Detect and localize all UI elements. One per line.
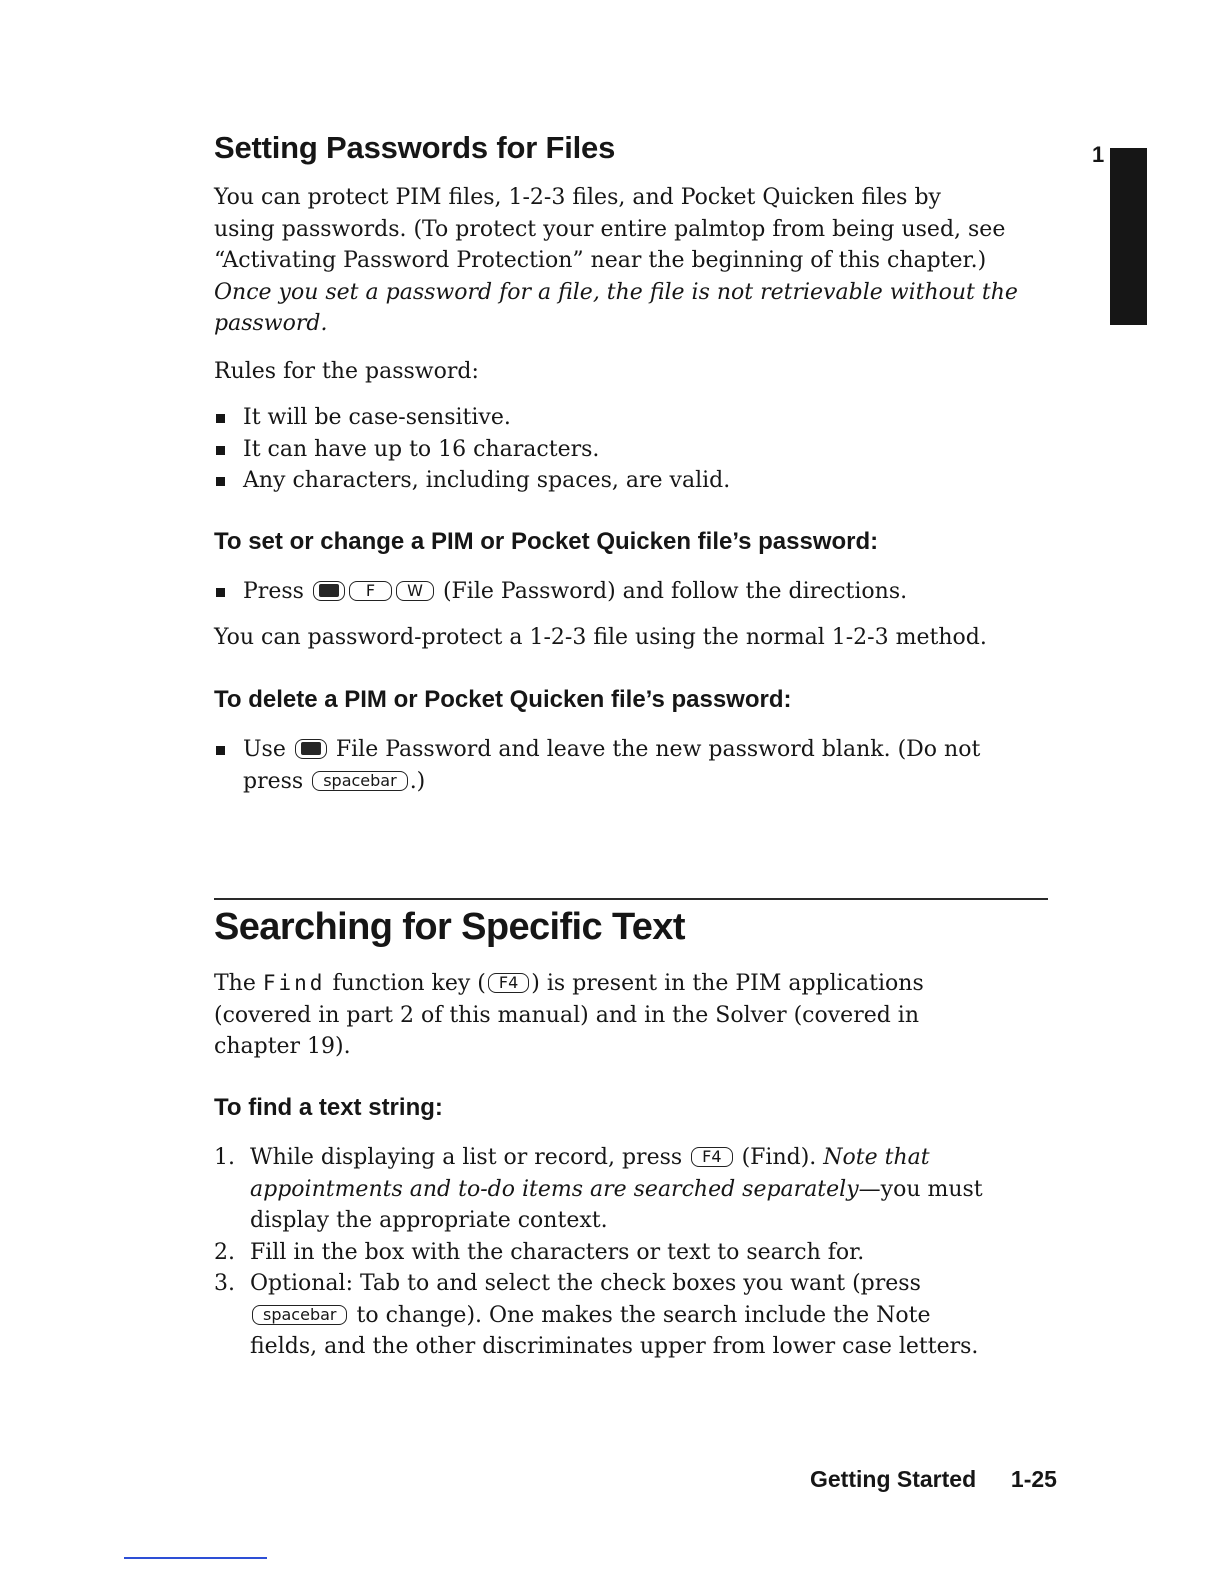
list-item: Any characters, including spaces, are valid.: [214, 465, 1074, 497]
list-item: It will be case-sensitive.: [214, 402, 1074, 434]
scan-edge-line: [124, 1557, 267, 1559]
set-password-heading: To set or change a PIM or Pocket Quicken file’s password:: [214, 528, 879, 555]
find-steps-list: [214, 1142, 1074, 1363]
section-divider: [214, 898, 1048, 900]
delete-password-step: Use File Password and leave the new password blank. (Do not press spacebar .): [214, 734, 1074, 797]
intro-line: “Activating Password Protection” near the beginning of this chapter.): [214, 248, 987, 273]
page-footer: [810, 1466, 1057, 1493]
delete-password-heading: To delete a PIM or Pocket Quicken file’s password:: [214, 686, 792, 713]
passwords-intro: [214, 182, 1074, 340]
bullet-icon: [216, 746, 225, 755]
section-heading-search: Searching for Specific Text: [214, 906, 685, 948]
section-heading-passwords: Setting Passwords for Files: [214, 130, 616, 165]
find-text-heading: To find a text string:: [214, 1094, 443, 1121]
find-label: Find: [262, 971, 326, 995]
bullet-icon: [216, 588, 225, 597]
bullet-icon: [216, 446, 225, 455]
page-number: 1-25: [1010, 1466, 1057, 1492]
footer-title: Getting Started: [810, 1466, 977, 1492]
warning-line: password.: [214, 311, 328, 336]
search-intro: The Find function key ( F4 ) is present in the PIM applications (covered in part 2 of this manual) and in the Solver (covered in chapter 19).: [214, 971, 924, 1059]
bullet-icon: [216, 414, 225, 423]
spacebar-key: spacebar: [252, 1305, 347, 1325]
bullet-icon: [216, 477, 225, 486]
menu-key: [295, 739, 327, 759]
list-item: 2. Fill in the box with the characters or text to search for.: [214, 1239, 865, 1265]
spacebar-key: spacebar: [312, 771, 407, 791]
intro-line: You can protect PIM files, 1-2-3 files, and Pocket Quicken files by: [214, 185, 941, 210]
list-item: 1. While displaying a list or record, press F4 (Find). Note that appointments and to-do items are searched separately—you must display the appropriate context.: [214, 1145, 983, 1233]
chapter-number: 1: [1092, 142, 1105, 167]
rules-list: [214, 402, 1074, 497]
set-password-step: Press F W (File Password) and follow the directions.: [214, 576, 1074, 608]
menu-key-icon: [301, 742, 321, 755]
chapter-tab-marker: [1110, 148, 1147, 325]
f4-key: F4: [488, 973, 529, 993]
lotus-password-note: You can password-protect a 1-2-3 file using the normal 1-2-3 method.: [214, 625, 987, 650]
list-item: It can have up to 16 characters.: [214, 434, 1074, 466]
f4-key: F4: [691, 1147, 732, 1167]
f-key: F: [349, 581, 392, 601]
rules-label: Rules for the password:: [214, 359, 479, 384]
list-item: 3. Optional: Tab to and select the check boxes you want (press spacebar to change). One makes the search include the Note fields, and the other discriminates upper from lower case letters.: [214, 1271, 979, 1359]
warning-line: Once you set a password for a file, the file is not retrievable without the: [214, 279, 1018, 305]
menu-key: [313, 581, 345, 601]
intro-line: using passwords. (To protect your entire palmtop from being used, see: [214, 216, 1006, 242]
w-key: W: [396, 581, 434, 601]
menu-key-icon: [319, 584, 339, 597]
